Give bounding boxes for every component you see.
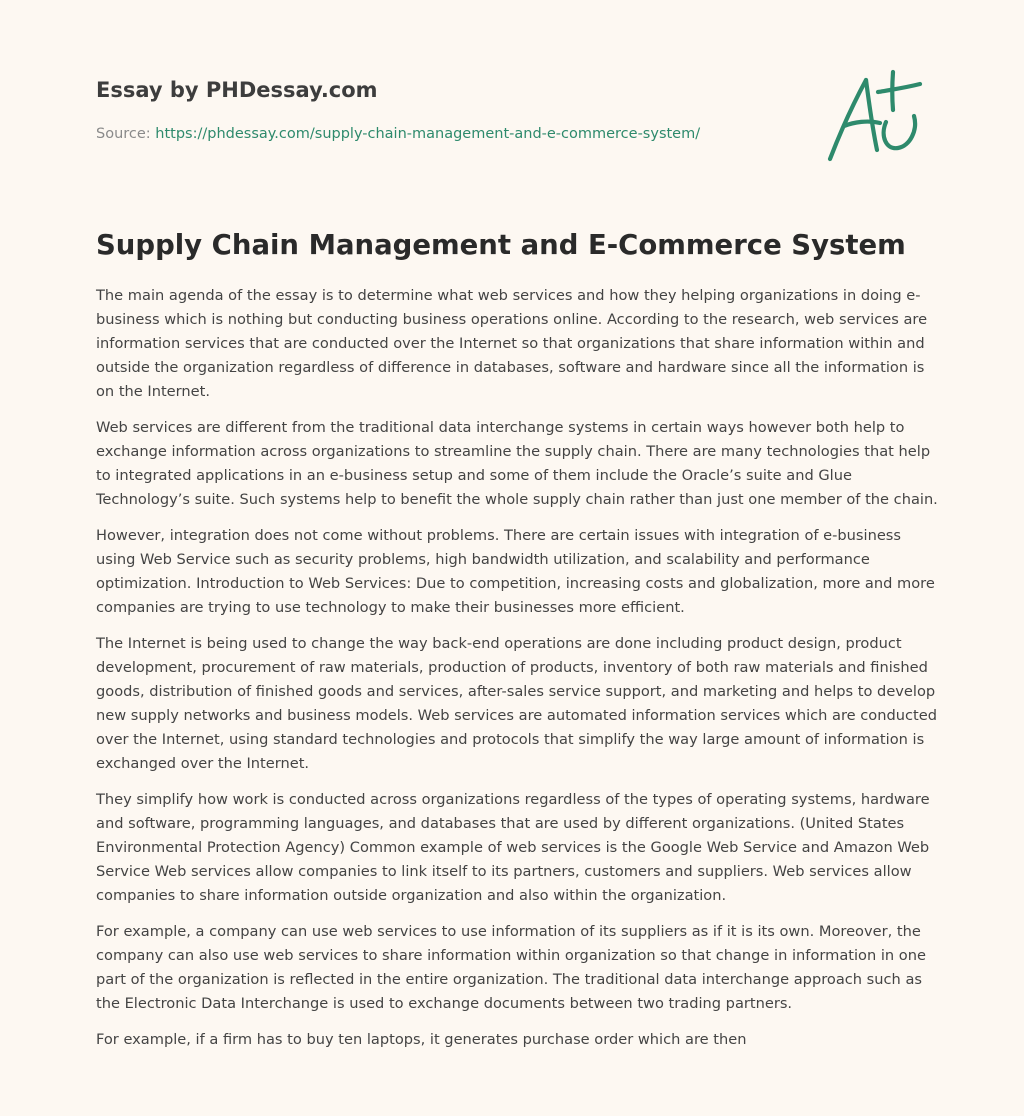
source-label: Source: <box>96 126 151 142</box>
essay-paragraph: They simplify how work is conducted across organizations regardless of the types of operating systems, hardware and software, programming languages, and databases that are used by different organizations. (United States Environmental Protection Agency) Common example of web services is the Google Web Service and Amazon Web Service Web services allow companies to link itself to its partners, customers and suppliers. Web services allow companies to share information outside organization and also within the organization. <box>96 791 930 904</box>
essay-paragraph: However, integration does not come without problems. There are certain issues with integration of e-business using Web Service such as security problems, high bandwidth utilization, and scalability and performance optimization. Introduction to Web Services: Due to competition, increasing costs and globalization, more and more companies are trying to use technology to make their businesses more efficient. <box>96 527 935 616</box>
essay-paragraph: Web services are different from the traditional data interchange systems in certain ways however both help to exchange information across organizations to streamline the supply chain. There are many technologies that help to integrated applications in an e-business setup and some of them include the Oracle’s suite and Glue Technology’s suite. Such systems help to benefit the whole supply chain rather than just one member of the chain. <box>96 419 938 508</box>
essay-header <box>96 76 796 144</box>
essay-paragraph: For example, a company can use web services to use information of its suppliers as if it is its own. Moreover, the company can also use web services to share information within organization so that change in information in one part of the organization is reflected in the entire organization. The traditional data interchange approach such as the Electronic Data Interchange is used to exchange documents between two trading partners. <box>96 923 926 1012</box>
source-link[interactable]: https://phdessay.com/supply-chain-management-and-e-commerce-system/ <box>155 126 701 142</box>
essay-paragraph: The main agenda of the essay is to determine what web services and how they helping organizations in doing e-business which is nothing but conducting business operations online. According to the research, web services are information services that are conducted over the Internet so that organizations that share information within and outside the organization regardless of difference in databases, software and hardware since all the information is on the Internet. <box>96 287 928 400</box>
essay-title: Supply Chain Management and E-Commerce System <box>96 229 906 261</box>
site-brand: Essay by PHDessay.com <box>96 78 378 102</box>
essay-paragraph: For example, if a firm has to buy ten laptops, it generates purchase order which are then <box>96 1031 747 1048</box>
a-plus-logo-icon <box>822 68 926 164</box>
source-line <box>96 124 796 144</box>
essay-paragraph: The Internet is being used to change the way back-end operations are done including product design, product development, procurement of raw materials, production of products, inventory of both raw materials and finished goods, distribution of finished goods and services, after-sales service support, and marketing and helps to develop new supply networks and business models. Web services are automated information services which are conducted over the Internet, using standard technologies and protocols that simplify the way large amount of information is exchanged over the Internet. <box>96 635 937 772</box>
essay-body <box>96 284 938 1064</box>
